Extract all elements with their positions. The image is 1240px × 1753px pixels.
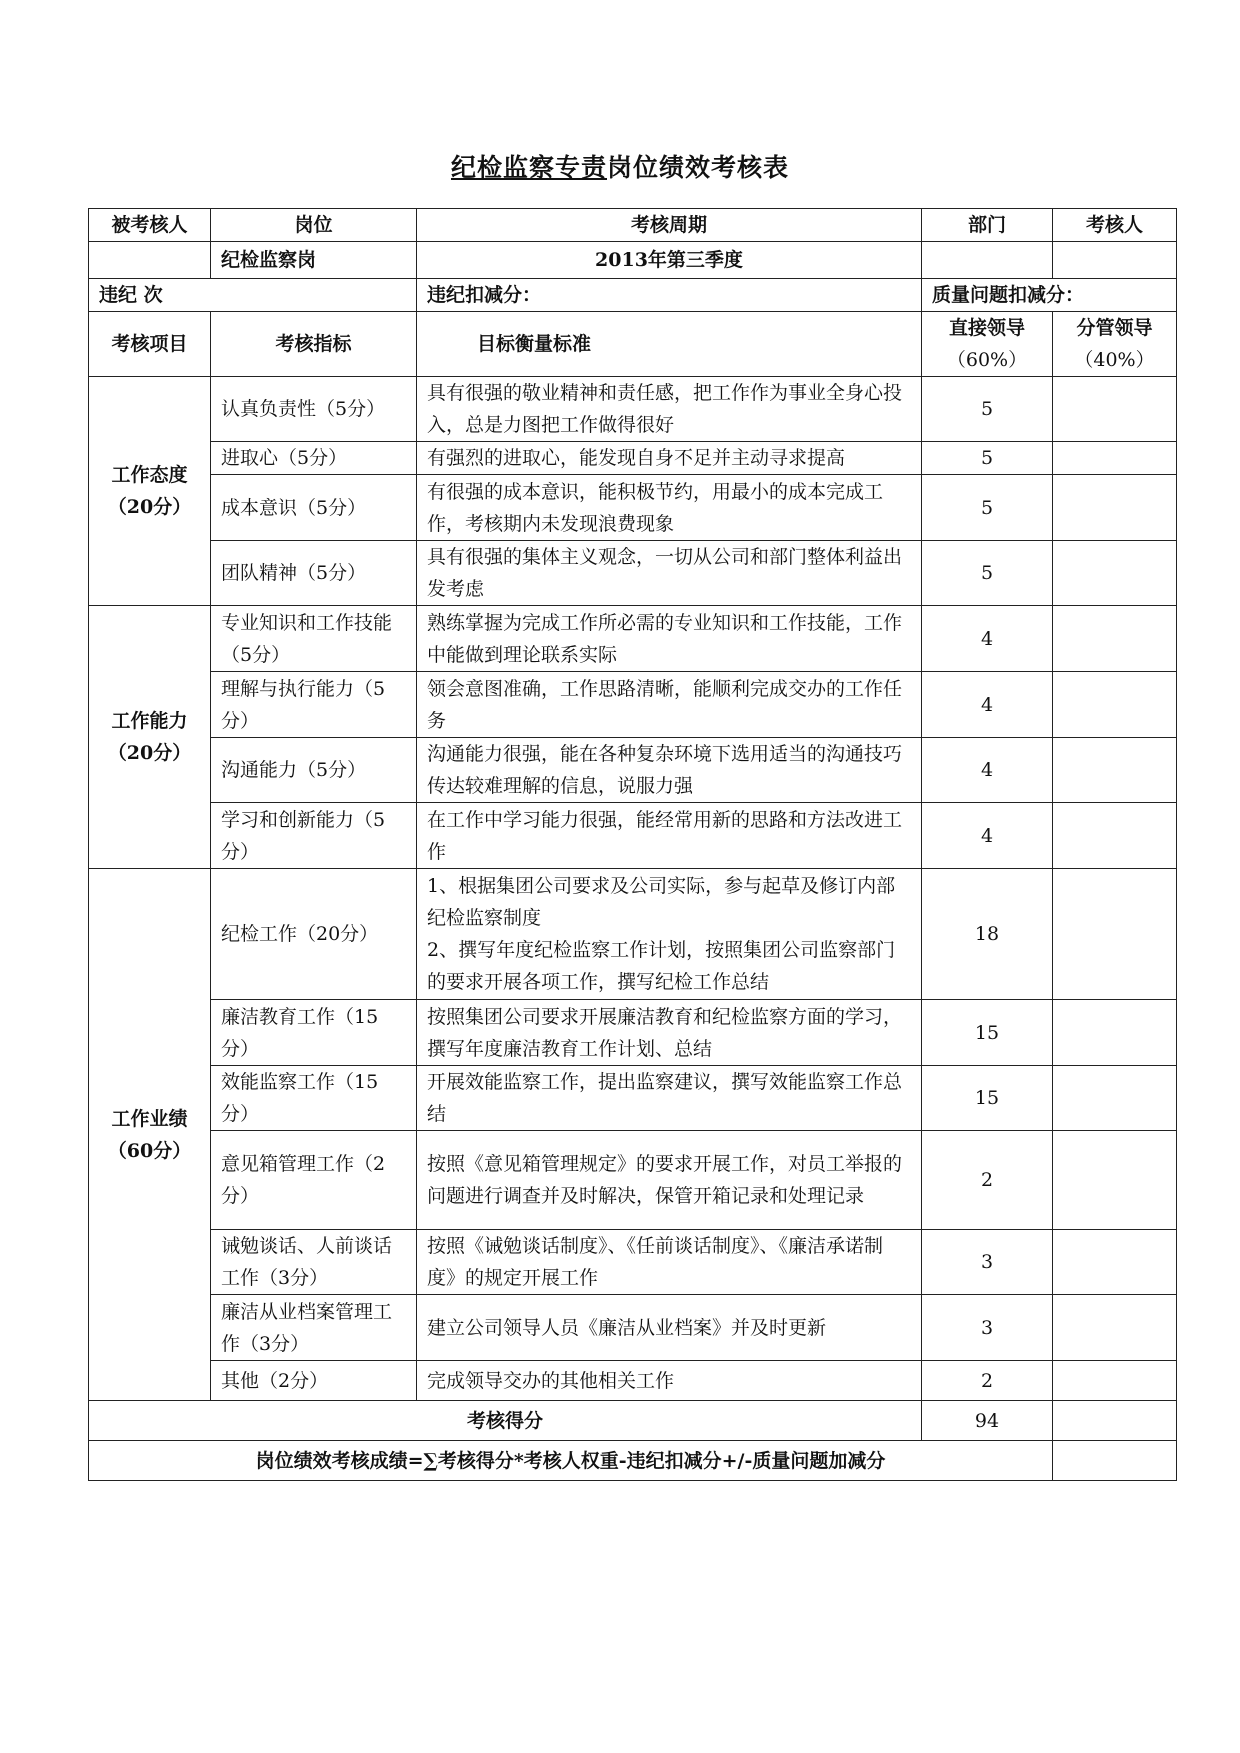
info-row (89, 242, 1177, 279)
standard-item-1: 1、根据集团公司要求及公司实际，参与起草及修订内部纪检监察制度 (427, 875, 896, 929)
formula-value (1053, 1441, 1177, 1481)
manager-score (1053, 869, 1177, 1000)
manager-score (1053, 475, 1177, 541)
direct-score: 18 (922, 869, 1053, 1000)
table-row (89, 869, 1177, 1000)
table-row (89, 377, 1177, 442)
person-label: 被考核人 (89, 209, 211, 242)
total-row (89, 1401, 1177, 1441)
post-label: 岗位 (211, 209, 417, 242)
standard-cell: 建立公司领导人员《廉洁从业档案》并及时更新 (417, 1295, 922, 1361)
manager-score (1053, 672, 1177, 738)
category-points: （60分） (107, 1139, 192, 1162)
indicator-cell: 廉洁从业档案管理工作（3分） (211, 1295, 417, 1361)
quality-deduct: 质量问题扣减分： (922, 279, 1177, 312)
indicator-cell: 其他（2分） (211, 1361, 417, 1401)
person-value (89, 242, 211, 279)
violation-row (89, 279, 1177, 312)
indicator-cell: 成本意识（5分） (211, 475, 417, 541)
category-ability (89, 606, 211, 869)
col-manager (1053, 312, 1177, 377)
table-row (89, 606, 1177, 672)
indicator-cell: 认真负责性（5分） (211, 377, 417, 442)
indicator-cell: 廉洁教育工作（15分） (211, 1000, 417, 1066)
table-row (89, 803, 1177, 869)
table-row (89, 1066, 1177, 1131)
table-row (89, 738, 1177, 803)
category-name: 工作业绩 (111, 1107, 188, 1130)
manager-score (1053, 1066, 1177, 1131)
table-row (89, 1131, 1177, 1230)
col-standard: 目标衡量标准 (417, 312, 922, 377)
direct-score: 4 (922, 803, 1053, 869)
formula-row (89, 1441, 1177, 1481)
manager-score (1053, 738, 1177, 803)
indicator-cell: 团队精神（5分） (211, 541, 417, 606)
table-row (89, 672, 1177, 738)
col-direct-label: 直接领导 (948, 317, 1025, 339)
column-header-row (89, 312, 1177, 377)
title-underlined-part: 纪检监察专责 (450, 153, 607, 182)
manager-score (1053, 1131, 1177, 1230)
standard-item-2: 2、撰写年度纪检监察工作计划，按照集团公司监察部门的要求开展各项工作，撰写纪检工作总结 (427, 939, 896, 993)
violation-deduct: 违纪扣减分： (417, 279, 922, 312)
indicator-cell: 学习和创新能力（5分） (211, 803, 417, 869)
assessor-value (1053, 242, 1177, 279)
indicator-cell: 效能监察工作（15分） (211, 1066, 417, 1131)
standard-cell: 在工作中学习能力很强，能经常用新的思路和方法改进工作 (417, 803, 922, 869)
direct-score: 5 (922, 377, 1053, 442)
direct-score: 5 (922, 541, 1053, 606)
indicator-cell: 沟通能力（5分） (211, 738, 417, 803)
table-row (89, 1000, 1177, 1066)
direct-score: 3 (922, 1230, 1053, 1295)
direct-score: 4 (922, 606, 1053, 672)
table-row (89, 1361, 1177, 1401)
standard-cell: 具有很强的敬业精神和责任感，把工作作为事业全身心投入，总是力图把工作做得很好 (417, 377, 922, 442)
assessor-label: 考核人 (1053, 209, 1177, 242)
standard-cell (417, 869, 922, 1000)
category-name: 工作能力 (111, 710, 188, 732)
category-points: （20分） (107, 496, 192, 518)
header-row (89, 209, 1177, 242)
dept-value (922, 242, 1053, 279)
table-row (89, 1230, 1177, 1295)
manager-score (1053, 442, 1177, 475)
manager-score (1053, 606, 1177, 672)
indicator-cell: 意见箱管理工作（2分） (211, 1131, 417, 1230)
standard-cell: 按照《意见箱管理规定》的要求开展工作，对员工举报的问题进行调查并及时解决，保管开箱记录和处理记录 (417, 1131, 922, 1230)
manager-score (1053, 377, 1177, 442)
standard-cell: 完成领导交办的其他相关工作 (417, 1361, 922, 1401)
dept-label: 部门 (922, 209, 1053, 242)
violation-count: 违纪 次 (89, 279, 417, 312)
standard-cell: 有强烈的进取心，能发现自身不足并主动寻求提高 (417, 442, 922, 475)
page-title (0, 148, 1240, 184)
post-value: 纪检监察岗 (211, 242, 417, 279)
standard-cell: 按照集团公司要求开展廉洁教育和纪检监察方面的学习，撰写年度廉洁教育工作计划、总结 (417, 1000, 922, 1066)
category-name: 工作态度 (111, 464, 188, 486)
col-manager-label: 分管领导 (1076, 317, 1153, 339)
period-value: 2013年第三季度 (417, 242, 922, 279)
manager-score (1053, 803, 1177, 869)
direct-score: 2 (922, 1131, 1053, 1230)
indicator-cell: 专业知识和工作技能 （5分） (211, 606, 417, 672)
indicator-cell: 诫勉谈话、人前谈话工作（3分） (211, 1230, 417, 1295)
manager-score (1053, 1000, 1177, 1066)
direct-score: 3 (922, 1295, 1053, 1361)
standard-cell: 开展效能监察工作，提出监察建议，撰写效能监察工作总结 (417, 1066, 922, 1131)
total-label: 考核得分 (89, 1401, 922, 1441)
manager-score (1053, 1230, 1177, 1295)
total-score: 94 (922, 1401, 1053, 1441)
direct-score: 4 (922, 672, 1053, 738)
standard-cell: 有很强的成本意识，能积极节约，用最小的成本完成工作，考核期内未发现浪费现象 (417, 475, 922, 541)
total-manager-score (1053, 1401, 1177, 1441)
direct-score: 15 (922, 1066, 1053, 1131)
manager-score (1053, 1361, 1177, 1401)
direct-score: 2 (922, 1361, 1053, 1401)
table-row (89, 442, 1177, 475)
manager-score (1053, 541, 1177, 606)
direct-score: 4 (922, 738, 1053, 803)
formula-text: 岗位绩效考核成绩=∑考核得分*考核人权重-违纪扣减分+/-质量问题加减分 (89, 1441, 1053, 1481)
direct-score: 5 (922, 475, 1053, 541)
table-row (89, 541, 1177, 606)
standard-cell: 沟通能力很强，能在各种复杂环境下选用适当的沟通技巧传达较难理解的信息，说服力强 (417, 738, 922, 803)
col-manager-weight: （40%） (1074, 349, 1155, 371)
indicator-cell: 理解与执行能力（5分） (211, 672, 417, 738)
standard-cell: 具有很强的集体主义观念，一切从公司和部门整体利益出发考虑 (417, 541, 922, 606)
table-row (89, 1295, 1177, 1361)
indicator-cell: 进取心（5分） (211, 442, 417, 475)
category-performance (89, 869, 211, 1401)
direct-score: 15 (922, 1000, 1053, 1066)
manager-score (1053, 1295, 1177, 1361)
col-direct-weight: （60%） (946, 349, 1028, 371)
col-direct (922, 312, 1053, 377)
title-rest: 岗位绩效考核表 (607, 153, 790, 182)
category-attitude (89, 377, 211, 606)
category-points: （20分） (107, 742, 192, 764)
standard-cell: 熟练掌握为完成工作所必需的专业知识和工作技能，工作中能做到理论联系实际 (417, 606, 922, 672)
performance-table (88, 208, 1177, 1481)
indicator-cell: 纪检工作（20分） (211, 869, 417, 1000)
table-row (89, 475, 1177, 541)
direct-score: 5 (922, 442, 1053, 475)
standard-cell: 领会意图准确，工作思路清晰，能顺利完成交办的工作任务 (417, 672, 922, 738)
standard-cell: 按照《诫勉谈话制度》、《任前谈话制度》、《廉洁承诺制度》的规定开展工作 (417, 1230, 922, 1295)
col-indicator: 考核指标 (211, 312, 417, 377)
period-label: 考核周期 (417, 209, 922, 242)
col-item: 考核项目 (89, 312, 211, 377)
